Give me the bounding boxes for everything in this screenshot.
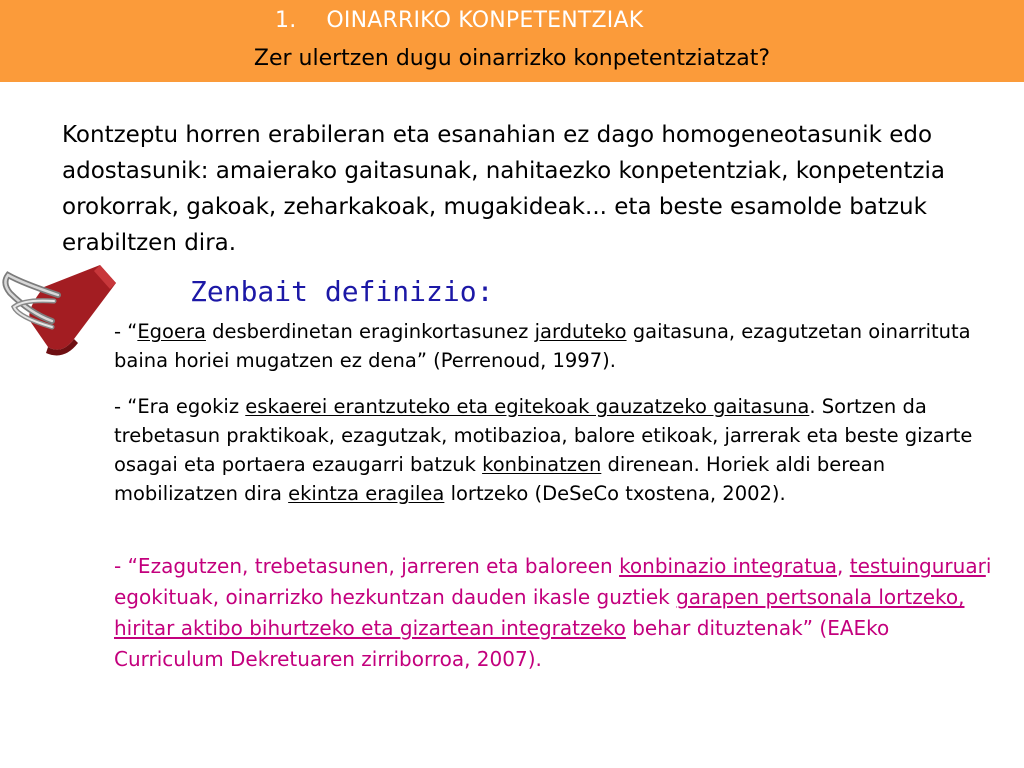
definition-text: - “	[114, 320, 138, 343]
definition-1	[114, 317, 994, 375]
underlined-phrase: Egoera	[137, 320, 206, 343]
underlined-phrase: konbinazio integratua	[619, 554, 838, 578]
underlined-phrase: garapen pertsonala lortzeko, hiritar aktibo bihurtzeko eta gizartean integratzeko	[114, 585, 965, 640]
definition-text: i egokituak, oinarrizko hezkuntzan dauden ikasle guztiek	[114, 554, 992, 609]
title-bar	[0, 0, 1024, 82]
definition-text: desberdinetan eraginkortasunez	[205, 320, 535, 343]
definition-text: - “Era egokiz	[114, 395, 246, 418]
definition-text: ,	[837, 554, 850, 578]
intro-paragraph: Kontzeptu horren erabileran eta esanahian ez dago homogeneotasunik edo adostasunik: amaierako gaitasunak, nahitaezko konpetentziak, konpetentzia orokorrak, gakoak, zeharkakoak, mugakideak... eta beste esamolde batzuk erabiltzen dira.	[62, 122, 945, 256]
definitions-heading: Zenbait definizio:	[190, 275, 494, 308]
underlined-phrase: testuinguruar	[849, 554, 986, 578]
underlined-phrase: jarduteko	[534, 320, 627, 343]
slide-subtitle: Zer ulertzen dugu oinarrizko konpetentziatzat?	[253, 46, 771, 71]
definition-text: - “Ezagutzen, trebetasunen, jarreren eta baloreen	[114, 554, 620, 578]
definition-text: lortzeko (DeSeCo txostena, 2002).	[444, 482, 786, 505]
underlined-phrase: konbinatzen	[482, 453, 602, 476]
slide-title	[275, 8, 643, 33]
underlined-phrase: ekintza eragilea	[288, 482, 445, 505]
definition-text: gaitasuna, ezagutzetan oinarrituta baina horiei mugatzen ez dena” (Perrenoud, 1997).	[114, 320, 971, 372]
definition-2	[114, 392, 994, 508]
binder-clip-icon	[0, 255, 125, 375]
underlined-phrase: eskaerei erantzuteko eta egitekoak gauzatzeko gaitasuna	[245, 395, 810, 418]
definition-text: . Sortzen da trebetasun praktikoak, ezagutzak, motibazioa, balore etikoak, jarrerak eta beste gizarte osagai eta portaera ezaugarri batzuk	[114, 395, 973, 476]
definition-text: direnean. Horiek aldi berean mobilizatzen dira	[114, 453, 886, 505]
section-number: 1.	[275, 8, 297, 33]
section-title: OINARRIKO KONPETENTZIAK	[326, 8, 644, 33]
definition-3	[114, 551, 994, 675]
definition-text: behar dituztenak” (EAEko Curriculum Dekretuaren zirriborroa, 2007).	[114, 616, 890, 671]
